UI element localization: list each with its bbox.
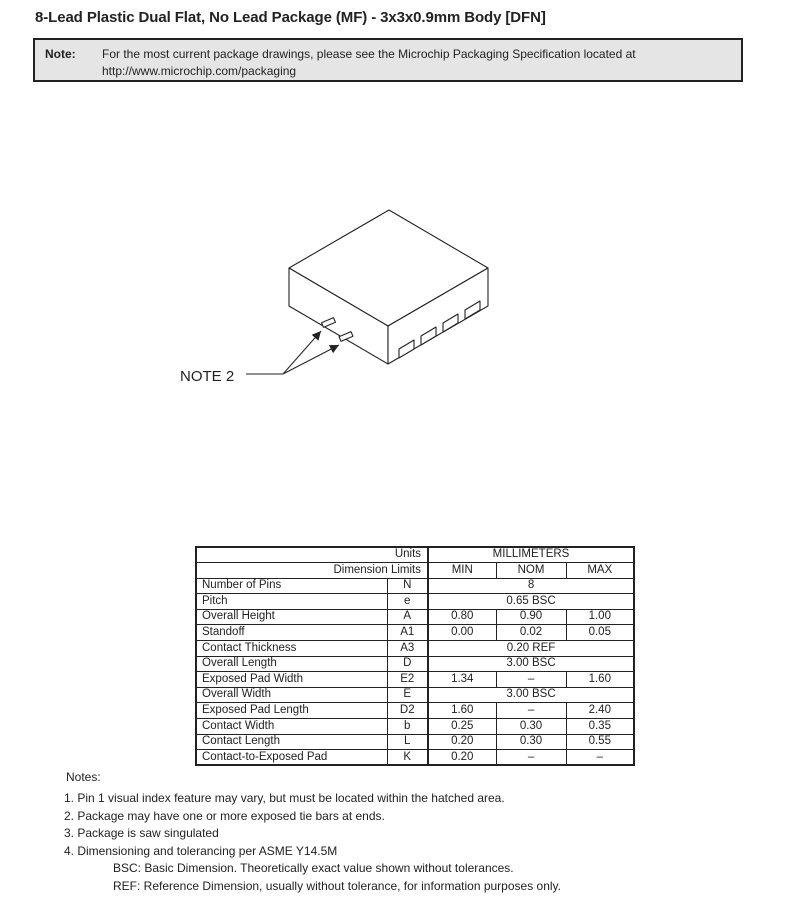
note-definition: BSC: Basic Dimension. Theoretically exact value shown without tolerances. <box>113 861 514 876</box>
dim-nom-cell: 0.02 <box>496 625 566 641</box>
dim-name-cell: Contact Thickness <box>196 641 387 657</box>
dim-symbol-cell: b <box>387 719 428 735</box>
dim-max-cell: – <box>566 750 634 766</box>
note-item: 3. Package is saw singulated <box>64 826 219 841</box>
dimension-limits-cell: Dimension Limits <box>196 563 428 579</box>
min-header-cell: MIN <box>428 563 496 579</box>
dim-symbol-cell: L <box>387 734 428 750</box>
dim-span-cell: 3.00 BSC <box>428 687 634 703</box>
dim-max-cell: 1.60 <box>566 672 634 688</box>
dim-nom-cell: 0.30 <box>496 719 566 735</box>
note-box-label: Note: <box>45 47 76 61</box>
dim-name-cell: Contact Length <box>196 734 387 750</box>
note2-arrow <box>283 345 339 374</box>
dim-nom-cell: 0.90 <box>496 609 566 625</box>
table-header-row <box>196 563 634 579</box>
package-isometric-drawing <box>160 195 520 395</box>
dim-min-cell: 0.25 <box>428 719 496 735</box>
dim-symbol-cell: A3 <box>387 641 428 657</box>
note-box-text <box>102 46 731 80</box>
dimensions-table <box>195 546 635 766</box>
dim-name-cell: Overall Height <box>196 609 387 625</box>
dim-name-cell: Contact-to-Exposed Pad <box>196 750 387 766</box>
table-row <box>196 750 634 766</box>
note2-arrow <box>283 331 321 374</box>
dim-nom-cell: – <box>496 703 566 719</box>
dim-span-cell: 3.00 BSC <box>428 656 634 672</box>
dim-min-cell: 0.80 <box>428 609 496 625</box>
table-row <box>196 687 634 703</box>
dim-min-cell: 1.34 <box>428 672 496 688</box>
note-box-line1: For the most current package drawings, please see the Microchip Packaging Specification located at <box>102 47 636 61</box>
dim-name-cell: Exposed Pad Length <box>196 703 387 719</box>
dim-name-cell: Pitch <box>196 594 387 610</box>
dim-name-cell: Number of Pins <box>196 578 387 594</box>
dim-name-cell: Overall Width <box>196 687 387 703</box>
dim-span-cell: 8 <box>428 578 634 594</box>
max-header-cell: MAX <box>566 563 634 579</box>
dim-name-cell: Contact Width <box>196 719 387 735</box>
dim-symbol-cell: A <box>387 609 428 625</box>
table-row <box>196 578 634 594</box>
dim-symbol-cell: E2 <box>387 672 428 688</box>
note-item: 1. Pin 1 visual index feature may vary, but must be located within the hatched area. <box>64 791 505 805</box>
note-definition: REF: Reference Dimension, usually without tolerance, for information purposes only. <box>113 878 561 893</box>
dim-symbol-cell: E <box>387 687 428 703</box>
dim-symbol-cell: D <box>387 656 428 672</box>
dim-symbol-cell: N <box>387 578 428 594</box>
table-row <box>196 703 634 719</box>
table-row <box>196 609 634 625</box>
dim-nom-cell: – <box>496 672 566 688</box>
dim-name-cell: Standoff <box>196 625 387 641</box>
units-value-cell: MILLIMETERS <box>428 547 634 563</box>
table-row <box>196 734 634 750</box>
dim-span-cell: 0.65 BSC <box>428 594 634 610</box>
dim-nom-cell: 0.30 <box>496 734 566 750</box>
table-row <box>196 656 634 672</box>
table-row <box>196 719 634 735</box>
dim-symbol-cell: K <box>387 750 428 766</box>
dim-symbol-cell: e <box>387 594 428 610</box>
note-box-url: http://www.microchip.com/packaging <box>102 64 297 78</box>
dim-symbol-cell: D2 <box>387 703 428 719</box>
note-box <box>33 38 743 82</box>
table-row <box>196 594 634 610</box>
dim-name-cell: Exposed Pad Width <box>196 672 387 688</box>
dim-max-cell: 1.00 <box>566 609 634 625</box>
dim-max-cell: 2.40 <box>566 703 634 719</box>
dim-nom-cell: – <box>496 750 566 766</box>
note2-label: NOTE 2 <box>180 368 235 385</box>
dim-min-cell: 0.20 <box>428 734 496 750</box>
page-title: 8-Lead Plastic Dual Flat, No Lead Package (MF) - 3x3x0.9mm Body [DFN] <box>35 9 546 26</box>
table-row <box>196 625 634 641</box>
dim-min-cell: 1.60 <box>428 703 496 719</box>
dim-name-cell: Overall Length <box>196 656 387 672</box>
note-item: 4. Dimensioning and tolerancing per ASME Y14.5M <box>64 843 338 858</box>
dim-symbol-cell: A1 <box>387 625 428 641</box>
nom-header-cell: NOM <box>496 563 566 579</box>
notes-heading: Notes: <box>66 770 101 784</box>
note-item: 2. Package may have one or more exposed tie bars at ends. <box>64 808 385 823</box>
notes-section <box>64 790 784 896</box>
dim-max-cell: 0.05 <box>566 625 634 641</box>
dim-max-cell: 0.35 <box>566 719 634 735</box>
table-header-row <box>196 547 634 563</box>
dim-min-cell: 0.20 <box>428 750 496 766</box>
dim-span-cell: 0.20 REF <box>428 641 634 657</box>
dim-min-cell: 0.00 <box>428 625 496 641</box>
table-row <box>196 672 634 688</box>
table-row <box>196 641 634 657</box>
units-label-cell: Units <box>196 547 428 563</box>
dim-max-cell: 0.55 <box>566 734 634 750</box>
